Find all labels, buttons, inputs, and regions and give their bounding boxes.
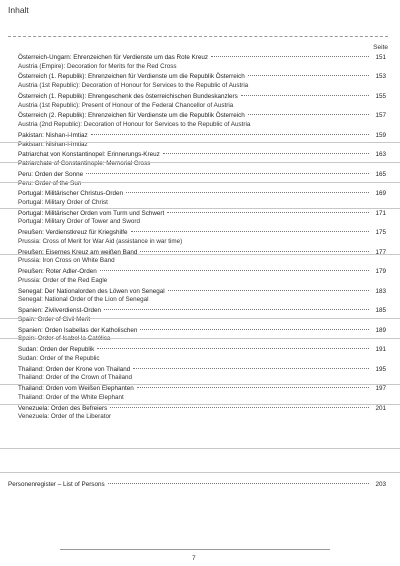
group-rule xyxy=(0,208,400,209)
toc-entry-title: Preußen: Eisernes Kreuz am weißen Band xyxy=(18,248,138,256)
toc-entry-page: 169 xyxy=(375,190,386,198)
toc-entry-subtitle: Thailand: Order of the Crown of Thailand xyxy=(18,374,132,382)
dot-leader xyxy=(211,56,369,57)
dot-leader xyxy=(137,387,369,388)
toc-entry-page: 151 xyxy=(375,54,386,61)
toc-entry[interactable] xyxy=(18,327,386,344)
toc-entry-title: Peru: Orden der Sonne xyxy=(18,170,84,178)
toc-entry-subtitle: Spain: Order of Isabel la Católica xyxy=(18,335,111,343)
toc-entry-subtitle: Portugal: Military Order of Tower and Sword xyxy=(18,218,141,226)
group-rule xyxy=(0,338,400,339)
page-header: Inhalt xyxy=(8,5,29,15)
toc-entry-line xyxy=(18,268,386,277)
toc-entry[interactable] xyxy=(18,54,386,71)
toc-entry-line xyxy=(18,132,386,141)
toc-entry-title: Venezuela: Orden des Befreiers xyxy=(18,404,108,412)
toc-entry-page: 201 xyxy=(375,404,386,412)
dot-leader xyxy=(163,153,369,154)
toc-entry[interactable] xyxy=(18,190,386,207)
dot-leader xyxy=(104,309,369,310)
toc-entry-subtitle: Portugal: Military Order of Christ xyxy=(18,198,108,206)
toc-entry-title: Portugal: Militärischer Christus-Orden xyxy=(18,190,123,198)
footer-rule xyxy=(60,549,330,550)
toc-entry[interactable] xyxy=(18,307,386,324)
dot-leader xyxy=(100,270,369,271)
dot-leader xyxy=(126,192,369,193)
toc-entry[interactable] xyxy=(18,171,386,188)
toc-entry-title: Österreich (1. Republik): Ehrenzeichen für Verdienste um die Republik Österreich xyxy=(18,73,245,81)
toc-entry-subtitle: Senegal: National Order of the Lion of Senegal xyxy=(18,296,149,304)
toc-entry-line xyxy=(18,210,386,219)
toc-entry-title: Österreich (2. Republik): Ehrenzeichen für Verdienste um die Republik Österreich xyxy=(18,112,245,120)
toc-entry-line xyxy=(18,73,386,82)
toc-entry-line xyxy=(18,327,386,336)
toc-entry-title: Thailand: Orden vom Weißen Elephanten xyxy=(18,385,134,393)
header-rule xyxy=(8,36,388,37)
dot-leader xyxy=(140,329,369,330)
toc-entry[interactable] xyxy=(18,288,386,305)
toc-entry-title: Pakistan: Nishan-i-Imtiaz xyxy=(18,131,88,139)
toc-entry[interactable] xyxy=(18,385,386,402)
toc-entry[interactable] xyxy=(18,405,386,422)
group-rule xyxy=(0,404,400,405)
toc-entry[interactable] xyxy=(18,151,386,168)
toc-entry[interactable] xyxy=(18,210,386,227)
toc-entry-subtitle: Thailand: Order of the White Elephant xyxy=(18,393,124,401)
toc-entry-line xyxy=(18,171,386,180)
dot-leader xyxy=(97,348,369,349)
toc-entry[interactable] xyxy=(18,346,386,363)
toc-entry[interactable] xyxy=(18,112,386,129)
toc-entry-line xyxy=(18,54,386,63)
group-rule xyxy=(0,448,400,449)
toc-entry-line xyxy=(18,229,386,238)
toc-entry-subtitle: Prussia: Order of the Red Eagle xyxy=(18,276,108,284)
page-number: 7 xyxy=(192,555,196,562)
group-rule xyxy=(0,472,400,473)
dot-leader xyxy=(140,251,369,252)
column-heading: Seite xyxy=(373,44,388,51)
dot-leader xyxy=(133,368,369,369)
toc-entry-subtitle: Austria (2nd Republic): Decoration of Honour for Services to the Republic of Austria xyxy=(18,121,251,129)
group-rule xyxy=(0,254,400,255)
dot-leader xyxy=(108,483,369,484)
toc-entry[interactable] xyxy=(18,93,386,110)
dot-leader xyxy=(167,212,369,213)
toc-entry-title: Preußen: Verdienstkreuz für Kriegshilfe xyxy=(18,229,128,237)
dot-leader xyxy=(86,173,369,174)
toc-entry-page: 179 xyxy=(375,268,386,276)
persons-title: Personenregister – List of Persons xyxy=(8,481,105,488)
toc-entry[interactable] xyxy=(18,132,386,149)
toc-entry-page: 155 xyxy=(375,92,386,100)
toc-entry-page: 189 xyxy=(375,326,386,334)
toc-entry-page: 177 xyxy=(375,248,386,256)
toc-entry-line xyxy=(18,366,386,375)
toc-entry-line xyxy=(18,93,386,102)
toc-entry-page: 163 xyxy=(375,151,386,159)
group-rule xyxy=(0,182,400,183)
toc-entry-line xyxy=(18,346,386,355)
toc-entry-page: 157 xyxy=(375,112,386,120)
group-rule xyxy=(0,142,400,143)
toc-entry-subtitle: Austria (1st Republic): Present of Honour of the Federal Chancellor of Austria xyxy=(18,101,234,109)
toc-entry-title: Senegal: Der Nationalorden des Löwen von Senegal xyxy=(18,287,165,295)
toc-entry-subtitle: Peru: Order of the Sun xyxy=(18,179,82,187)
toc-entry-page: 185 xyxy=(375,307,386,315)
toc-entry-subtitle: Sudan: Order of the Republic xyxy=(18,354,100,362)
toc-entry-line xyxy=(18,405,386,414)
toc-entry-title: Spanien: Orden Isabellas der Katholischen xyxy=(18,326,138,334)
dot-leader xyxy=(131,231,369,232)
toc-entry[interactable] xyxy=(18,73,386,90)
toc-entry-title: Österreich-Ungarn: Ehrenzeichen für Verdienste um das Rote Kreuz xyxy=(18,54,209,61)
toc-entry-page: 183 xyxy=(375,287,386,295)
dot-leader xyxy=(168,290,369,291)
dot-leader xyxy=(248,75,369,76)
toc-entry-line xyxy=(18,307,386,316)
dot-leader xyxy=(241,95,369,96)
toc-entry[interactable] xyxy=(18,366,386,383)
group-rule xyxy=(0,318,400,319)
toc-entry-subtitle: Spain: Order of Civil Merit xyxy=(18,315,91,323)
toc-list xyxy=(18,54,386,424)
toc-entry-title: Österreich (1. Republik): Ehrengeschenk des österreichischen Bundeskanzlers xyxy=(18,92,238,100)
toc-entry-line xyxy=(18,112,386,121)
toc-entry-page: 197 xyxy=(375,385,386,393)
toc-entry-title: Portugal: Militärischer Orden vom Turm und Schwert xyxy=(18,209,165,217)
toc-entry-title: Spanien: Zivilverdienst-Orden xyxy=(18,307,101,315)
group-rule xyxy=(0,162,400,163)
toc-entry-page: 191 xyxy=(375,346,386,354)
toc-entry-subtitle: Prussia: Iron Cross on White Band xyxy=(18,257,115,265)
toc-entry-line xyxy=(18,190,386,199)
toc-entry-page: 175 xyxy=(375,229,386,237)
toc-entry-page: 165 xyxy=(375,170,386,178)
toc-entry-subtitle: Austria (Empire): Decoration for Merits for the Red Cross xyxy=(18,62,177,70)
toc-entry[interactable] xyxy=(18,249,386,266)
toc-entry-page: 153 xyxy=(375,73,386,81)
toc-entry-page: 195 xyxy=(375,365,386,373)
toc-entry-subtitle: Patriarchate of Constantinople: Memorial Cross xyxy=(18,160,151,168)
toc-entry-title: Preußen: Roter Adler-Orden xyxy=(18,268,97,276)
toc-entry-page: 159 xyxy=(375,131,386,139)
persons-page: 203 xyxy=(375,481,386,488)
dot-leader xyxy=(91,134,369,135)
toc-entry-page: 171 xyxy=(375,209,386,217)
toc-entry[interactable] xyxy=(18,229,386,246)
toc-entry-subtitle: Austria (1st Republic): Decoration of Honour for Services to the Republic of Austria xyxy=(18,82,249,90)
toc-entry-line xyxy=(18,151,386,160)
toc-entry[interactable] xyxy=(18,268,386,285)
toc-entry-title: Sudan: Orden der Republik xyxy=(18,346,95,354)
toc-entry-subtitle: Venezuela: Order of the Liberator xyxy=(18,413,112,421)
dot-leader xyxy=(110,407,369,408)
dot-leader xyxy=(248,114,369,115)
toc-entry-line xyxy=(18,288,386,297)
toc-entry-title: Thailand: Orden der Krone von Thailand xyxy=(18,365,131,373)
toc-entry-line xyxy=(18,385,386,394)
toc-entry-subtitle: Prussia: Cross of Merit for War Aid (assistance in war time) xyxy=(18,237,183,245)
persons-entry[interactable] xyxy=(8,481,386,490)
group-rule xyxy=(0,384,400,385)
toc-entry-title: Patriarchat von Konstantinopel: Erinnerungs-Kreuz xyxy=(18,151,160,159)
toc-entry-subtitle: Pakistan: Nishan-i-Imtiaz xyxy=(18,140,88,148)
